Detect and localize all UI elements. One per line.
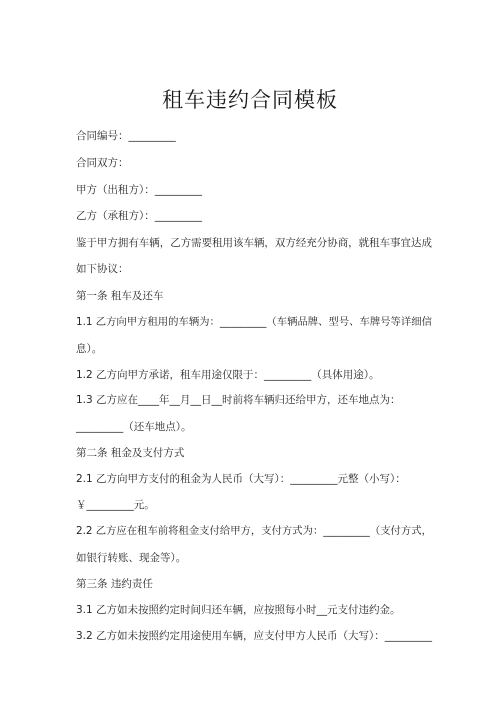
article-2-heading: 第二条 租金及支付方式 bbox=[76, 447, 185, 459]
clause-1-3-line-2: _________（还车地点）。 bbox=[76, 421, 192, 433]
clause-1-1-line-2: 息）。 bbox=[76, 343, 103, 355]
party-a-line: 甲方（出租方）：_________ bbox=[76, 184, 202, 196]
document-title: 租车违约合同模板 bbox=[162, 88, 338, 112]
party-b-line: 乙方（承租方）：_________ bbox=[76, 210, 202, 222]
clause-2-2-line-1: 2.2 乙方应在租车前将租金支付给甲方，支付方式为：_________（支付方式， bbox=[76, 525, 432, 537]
clause-2-2-line-2: 如银行转账、现金等）。 bbox=[76, 552, 187, 564]
clause-3-2-line-1: 3.2 乙方如未按照约定用途使用车辆，应支付甲方人民币（大写）：_________ bbox=[76, 630, 433, 642]
clause-3-1: 3.1 乙方如未按照约定时间归还车辆，应按照每小时__元支付违约金。 bbox=[76, 604, 401, 616]
clause-1-3-line-1: 1.3 乙方应在____年__月__日__时前将车辆归还给甲方，还车地点为： bbox=[76, 394, 401, 406]
preamble-line-1: 鉴于甲方拥有车辆，乙方需要租用该车辆，双方经充分协商，就租车事宜达成 bbox=[76, 237, 432, 249]
article-3-heading: 第三条 违约责任 bbox=[76, 578, 153, 590]
article-1-heading: 第一条 租车及还车 bbox=[76, 290, 164, 302]
clause-1-1-line-1: 1.1 乙方向甲方租用的车辆为：_________（车辆品牌、型号、车牌号等详细信 bbox=[76, 316, 432, 328]
contract-number-line: 合同编号：_________ bbox=[76, 130, 176, 142]
clause-1-2: 1.2 乙方向甲方承诺，租车用途仅限于：_________（具体用途）。 bbox=[76, 369, 380, 381]
parties-heading: 合同双方： bbox=[76, 157, 129, 169]
preamble-line-2: 如下协议： bbox=[76, 263, 129, 275]
clause-2-1-line-1: 2.1 乙方向甲方支付的租金为人民币（大写）：_________元整（小写）： bbox=[76, 473, 406, 485]
clause-2-1-line-2: ￥_________元。 bbox=[76, 499, 155, 511]
